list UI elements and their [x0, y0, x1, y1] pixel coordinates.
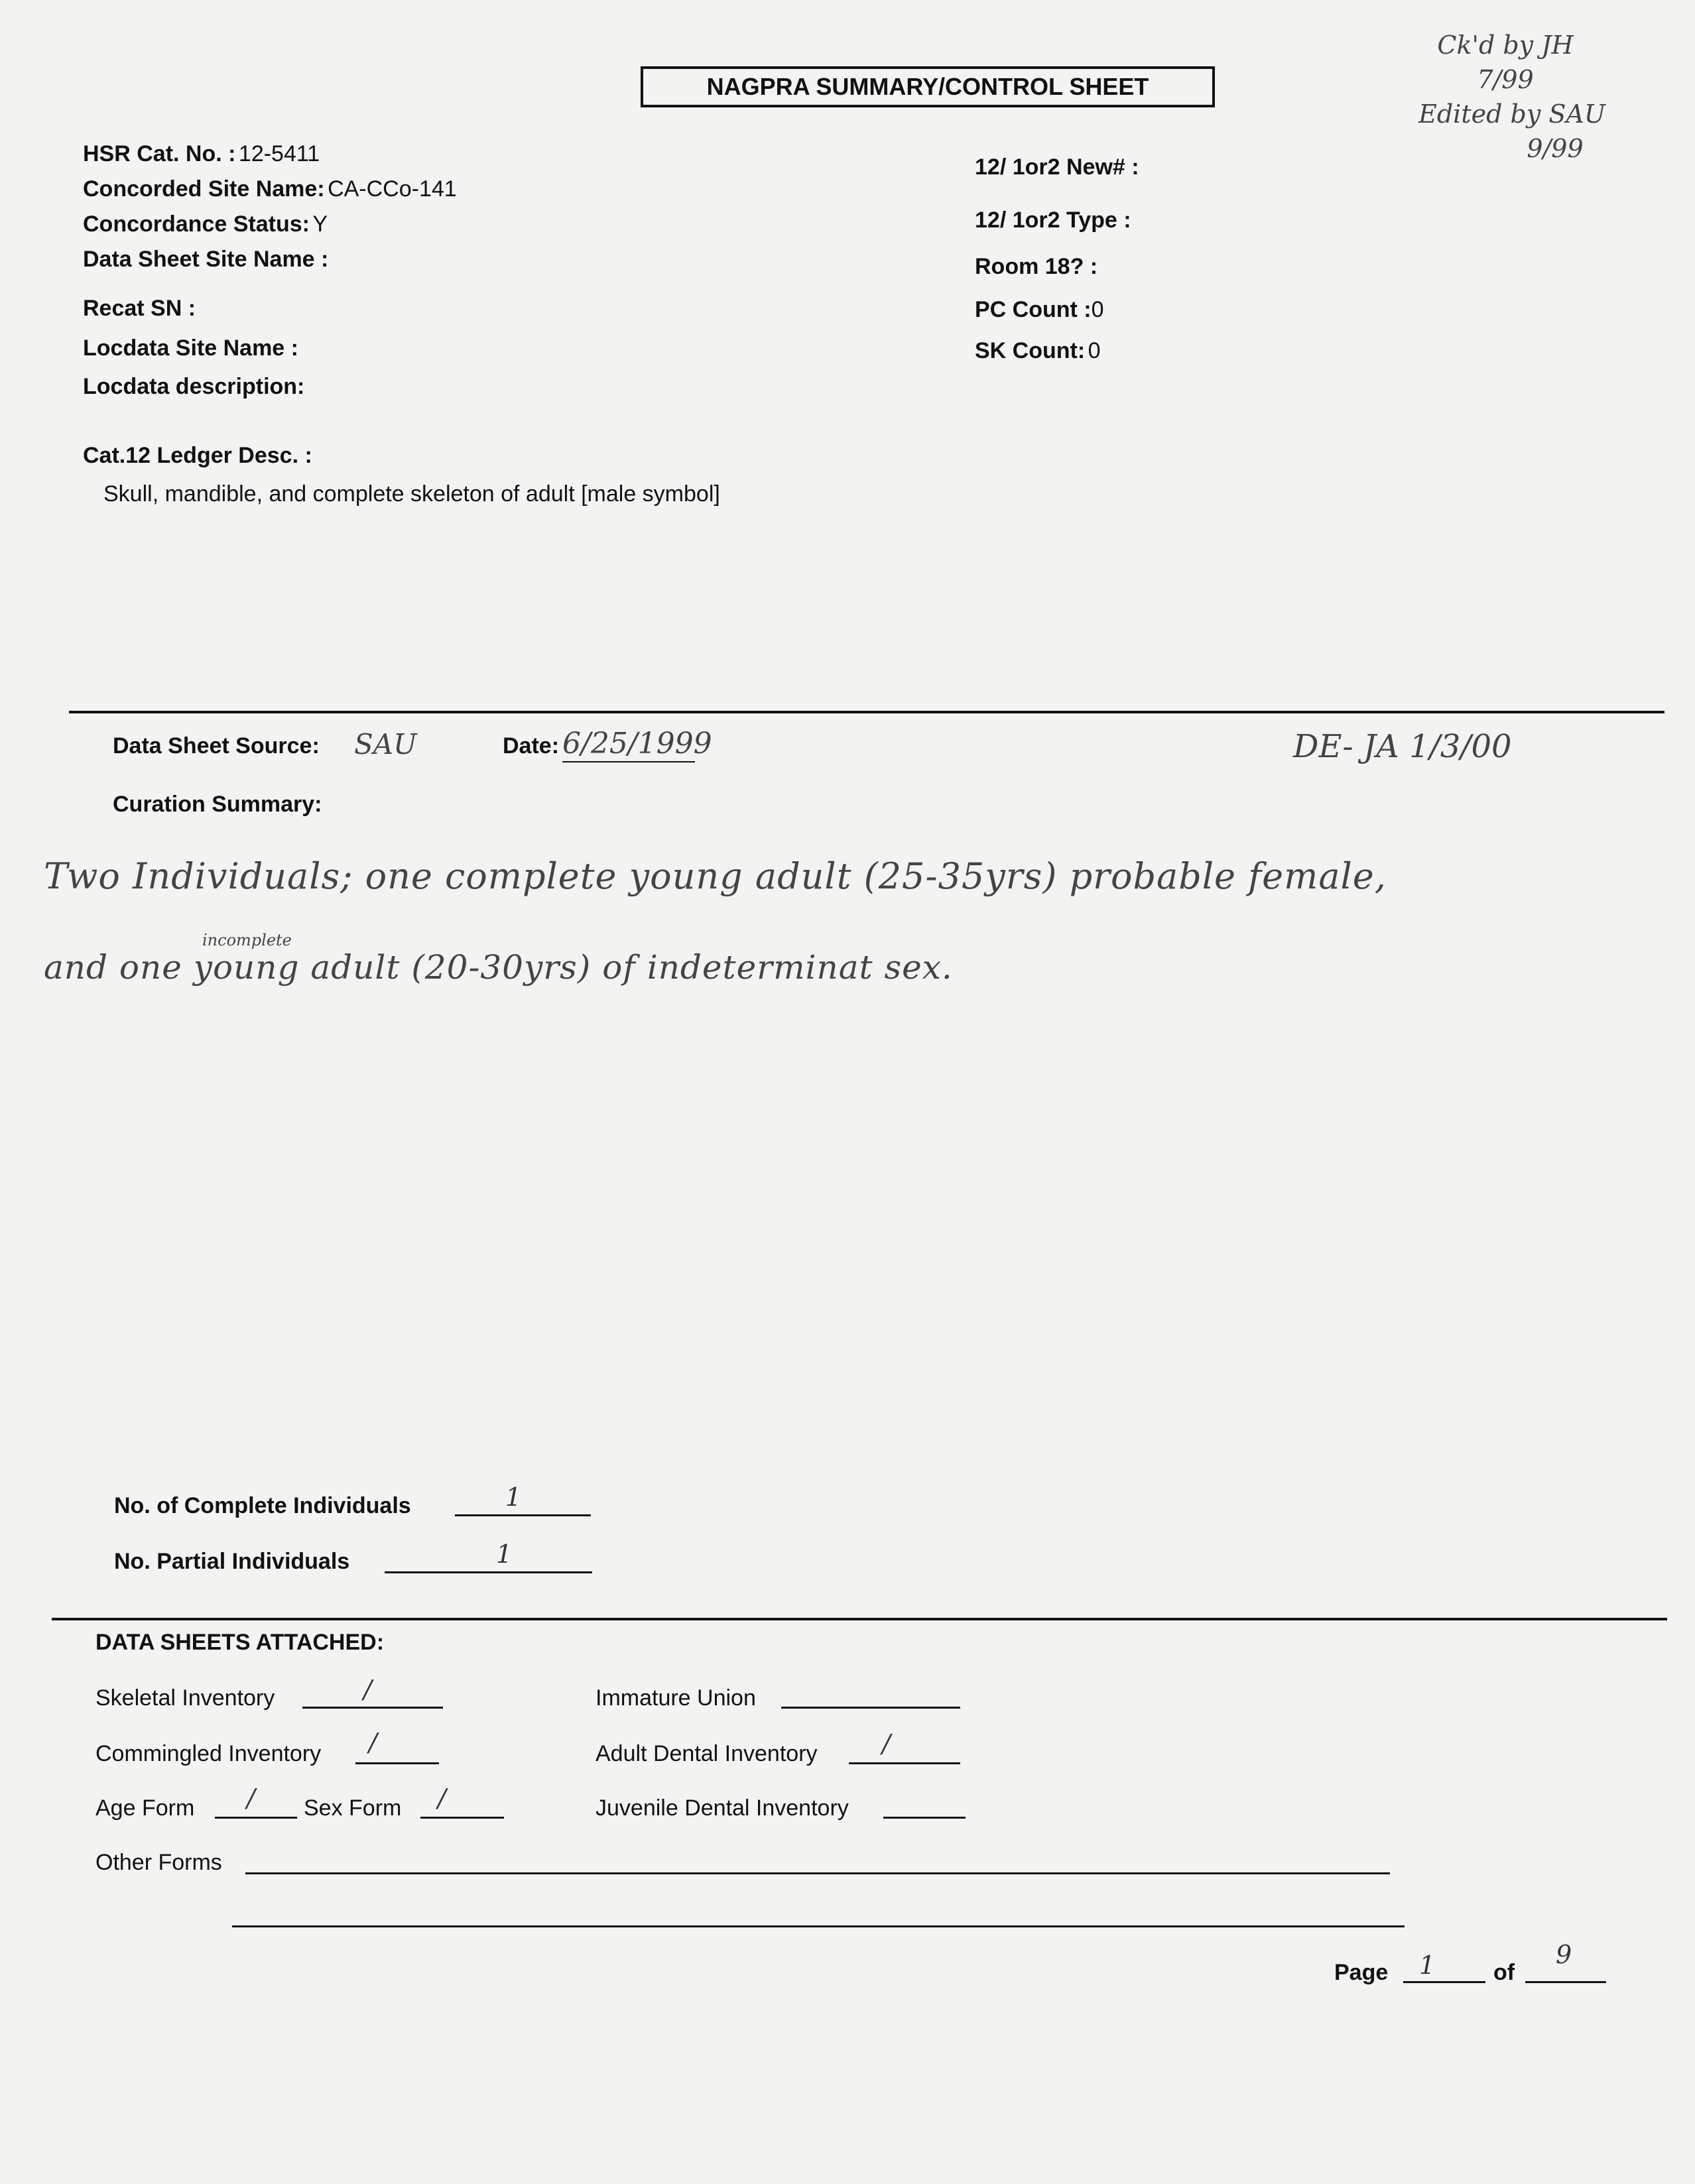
ledger-description: Skull, mandible, and complete skeleton of adult [male symbol]	[103, 481, 720, 507]
skeletal-inventory-mark: /	[363, 1675, 372, 1704]
page-total-value: 9	[1556, 1940, 1572, 1969]
partial-individuals-value: 1	[496, 1540, 513, 1569]
data-sheet-source-value: SAU	[354, 728, 417, 760]
attached-title: DATA SHEETS ATTACHED:	[95, 1630, 385, 1655]
field-data-sheet-site-name: Data Sheet Site Name :	[83, 247, 329, 272]
left-field-list-lower	[83, 288, 304, 406]
partial-individuals-line	[385, 1571, 592, 1573]
ledger-label: Cat.12 Ledger Desc. :	[83, 443, 312, 468]
attachments-divider	[52, 1618, 1667, 1620]
page-number-line	[1403, 1981, 1485, 1983]
commingled-inventory-mark: /	[369, 1728, 377, 1757]
date-value: 6/25/1999	[562, 727, 712, 760]
age-form-label: Age Form	[95, 1795, 195, 1821]
data-sheet-source-label: Data Sheet Source:	[113, 733, 320, 758]
field-locdata-description: Locdata description:	[83, 374, 305, 399]
right-field-list	[975, 149, 1139, 371]
data-entry-note: DE- JA 1/3/00	[1293, 728, 1512, 765]
juvenile-dental-inventory-label: Juvenile Dental Inventory	[596, 1795, 849, 1821]
other-forms-line-1	[245, 1872, 1390, 1874]
date-label: Date:	[503, 733, 560, 758]
field-recat-sn: Recat SN :	[83, 296, 196, 321]
partial-individuals-label: No. Partial Individuals	[114, 1549, 350, 1574]
commingled-inventory-label: Commingled Inventory	[95, 1741, 322, 1766]
of-label: of	[1493, 1960, 1515, 1985]
field-room-18: Room 18? :	[975, 254, 1098, 279]
curation-summary-line-2: and one young adult (20-30yrs) of indeterminat sex.	[44, 948, 953, 987]
check-line-4: 9/99	[1527, 134, 1584, 163]
check-line-1: Ck'd by JH	[1437, 30, 1574, 60]
handwritten-check-note	[1393, 28, 1618, 166]
page-label: Page	[1334, 1960, 1389, 1985]
immature-union-label: Immature Union	[596, 1685, 756, 1711]
adult-dental-inventory-label: Adult Dental Inventory	[596, 1741, 818, 1766]
juvenile-dental-inventory-line	[883, 1817, 966, 1819]
complete-individuals-line	[455, 1514, 591, 1516]
field-hsr-cat-no: HSR Cat. No. : 12-5411	[83, 141, 320, 166]
other-forms-label: Other Forms	[95, 1850, 222, 1875]
age-form-line	[215, 1817, 297, 1819]
curation-summary-label: Curation Summary:	[113, 792, 322, 817]
immature-union-line	[781, 1707, 960, 1709]
left-field-list	[83, 137, 457, 277]
field-concordance-status: Concordance Status: Y	[83, 212, 328, 237]
check-line-3: Edited by SAU	[1418, 99, 1605, 129]
other-forms-line-2	[232, 1925, 1405, 1927]
complete-individuals-label: No. of Complete Individuals	[114, 1493, 411, 1518]
sheet-title: NAGPRA SUMMARY/CONTROL SHEET	[641, 66, 1215, 107]
sex-form-mark: /	[438, 1784, 446, 1813]
adult-dental-inventory-line	[849, 1762, 960, 1764]
commingled-inventory-line	[355, 1762, 439, 1764]
page-number-value: 1	[1419, 1951, 1436, 1980]
field-type: 12/ 1or2 Type :	[975, 208, 1131, 233]
field-locdata-site-name: Locdata Site Name :	[83, 335, 298, 361]
check-line-2: 7/99	[1477, 65, 1534, 94]
age-form-mark: /	[247, 1784, 255, 1813]
sex-form-label: Sex Form	[304, 1795, 402, 1821]
complete-individuals-value: 1	[505, 1483, 522, 1512]
skeletal-inventory-line	[302, 1707, 443, 1709]
field-pc-count: PC Count :0	[975, 297, 1104, 322]
curation-summary-line-1: Two Individuals; one complete young adult (25-35yrs) probable female,	[44, 855, 1387, 897]
adult-dental-inventory-mark: /	[882, 1729, 891, 1758]
field-new-number: 12/ 1or2 New# :	[975, 154, 1139, 180]
date-underline	[562, 761, 695, 762]
skeletal-inventory-label: Skeletal Inventory	[95, 1685, 275, 1711]
page-total-line	[1525, 1981, 1606, 1983]
section-divider	[69, 711, 1664, 713]
field-sk-count: SK Count: 0	[975, 338, 1101, 363]
curation-summary-insert: incomplete	[202, 931, 292, 949]
sex-form-line	[420, 1817, 504, 1819]
field-concorded-site-name: Concorded Site Name: CA-CCo-141	[83, 176, 457, 202]
